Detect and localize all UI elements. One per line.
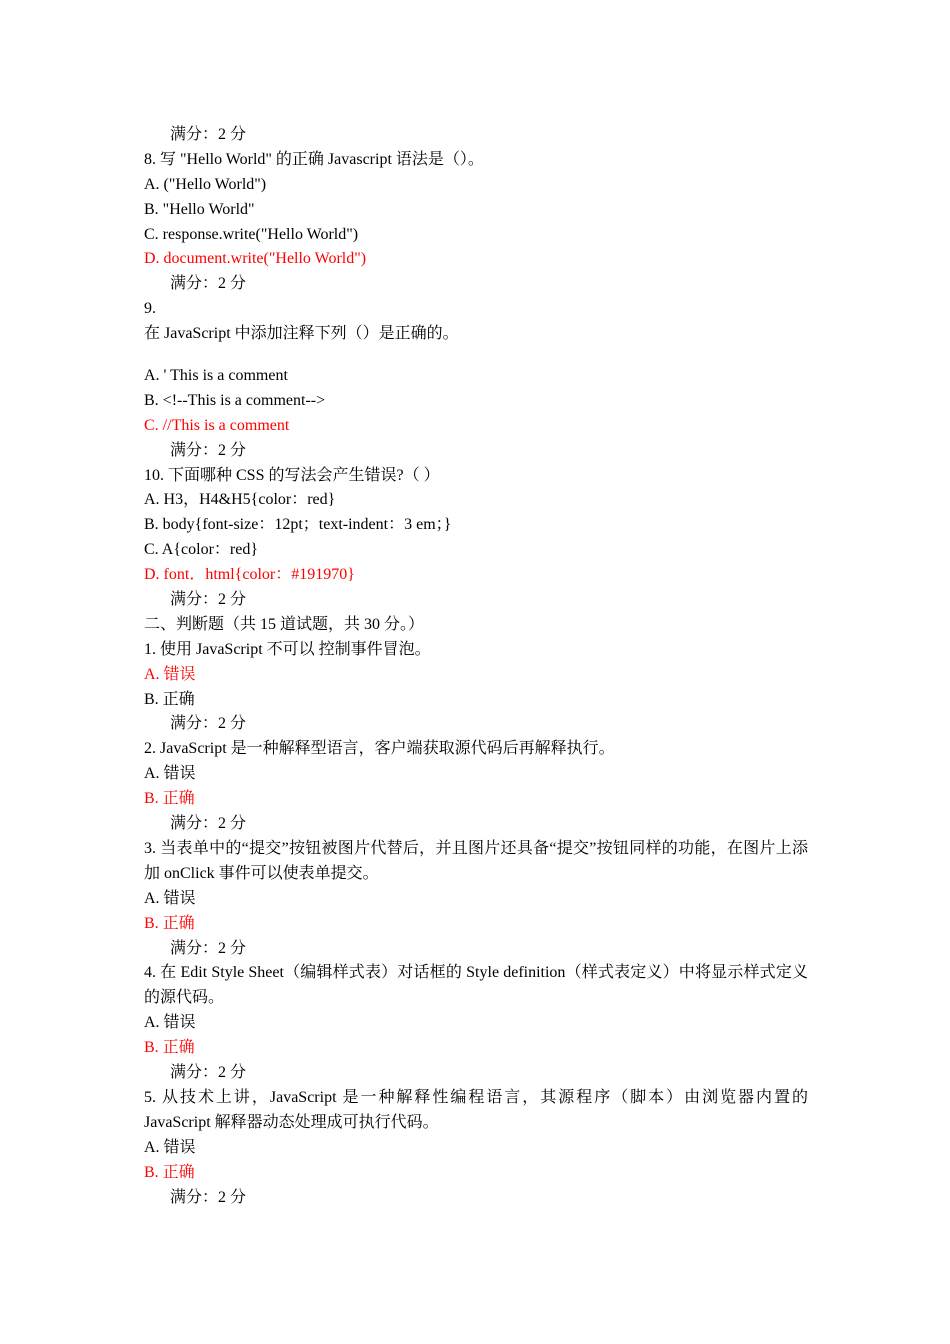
question-text: 在 JavaScript 中添加注释下列（）是正确的。	[144, 325, 459, 343]
question-text: 8. 写 "Hello World" 的正确 Javascript 语法是（）。	[144, 150, 484, 168]
score-line: 满分：2 分	[170, 1064, 247, 1082]
score-line: 满分：2 分	[170, 591, 247, 609]
answer-option-correct: A. 错误	[144, 665, 196, 683]
answer-option: B. body{font-size：12pt；text-indent：3 em；}	[144, 516, 452, 534]
answer-option: A. 错误	[144, 1138, 196, 1156]
answer-option: A. 错误	[144, 1014, 196, 1032]
score-line: 满分：2 分	[170, 126, 247, 143]
score-line: 满分：2 分	[170, 939, 247, 957]
answer-option-correct: B. 正确	[144, 1163, 195, 1181]
question-text: 9.	[144, 300, 156, 318]
answer-option-correct: B. 正确	[144, 1039, 195, 1057]
section-heading: 二、判断题（共 15 道试题，共 30 分。）	[144, 615, 425, 633]
answer-option: A. 错误	[144, 765, 196, 783]
question-text: 2. JavaScript 是一种解释型语言，客户端获取源代码后再解释执行。	[144, 740, 615, 758]
exam-content	[144, 123, 808, 1210]
answer-option: B. 正确	[144, 690, 195, 708]
answer-option: A. ("Hello World")	[144, 175, 267, 193]
score-line: 满分：2 分	[170, 715, 247, 733]
question-text: 10. 下面哪种 CSS 的写法会产生错误?（ ）	[144, 466, 440, 484]
question-text: 3. 当表单中的“提交”按钮被图片代替后，并且图片还具备“提交”按钮同样的功能，在图片上添加 onClick 事件可以使表单提交。	[144, 839, 808, 882]
answer-option-correct: B. 正确	[144, 790, 195, 808]
score-line: 满分：2 分	[170, 1188, 247, 1206]
question-text: 5. 从技术上讲，JavaScript 是一种解释性编程语言，其源程序（脚本）由浏览器内置的 JavaScript 解释器动态处理成可执行代码。	[144, 1088, 808, 1131]
question-text: 1. 使用 JavaScript 不可以 控制事件冒泡。	[144, 640, 431, 658]
answer-option-correct: B. 正确	[144, 914, 195, 932]
answer-option: C. A{color：red}	[144, 541, 259, 559]
answer-option: A. ' This is a comment	[144, 367, 288, 385]
answer-option: B. <!--This is a comment-->	[144, 391, 326, 409]
score-line: 满分：2 分	[170, 815, 247, 833]
answer-option-correct: D. font．html{color：#191970}	[144, 566, 355, 584]
blank-line	[144, 347, 808, 364]
score-line: 满分：2 分	[170, 441, 247, 459]
answer-option: A. H3，H4&H5{color：red}	[144, 491, 336, 509]
score-line: 满分：2 分	[170, 275, 247, 293]
answer-option: C. response.write("Hello World")	[144, 225, 359, 243]
answer-option: B. "Hello World"	[144, 200, 255, 218]
answer-option-correct: D. document.write("Hello World")	[144, 250, 367, 268]
answer-option: A. 错误	[144, 889, 196, 907]
question-text: 4. 在 Edit Style Sheet（编辑样式表）对话框的 Style definition（样式表定义）中将显示样式定义的源代码。	[144, 964, 808, 1007]
answer-option-correct: C. //This is a comment	[144, 416, 290, 434]
